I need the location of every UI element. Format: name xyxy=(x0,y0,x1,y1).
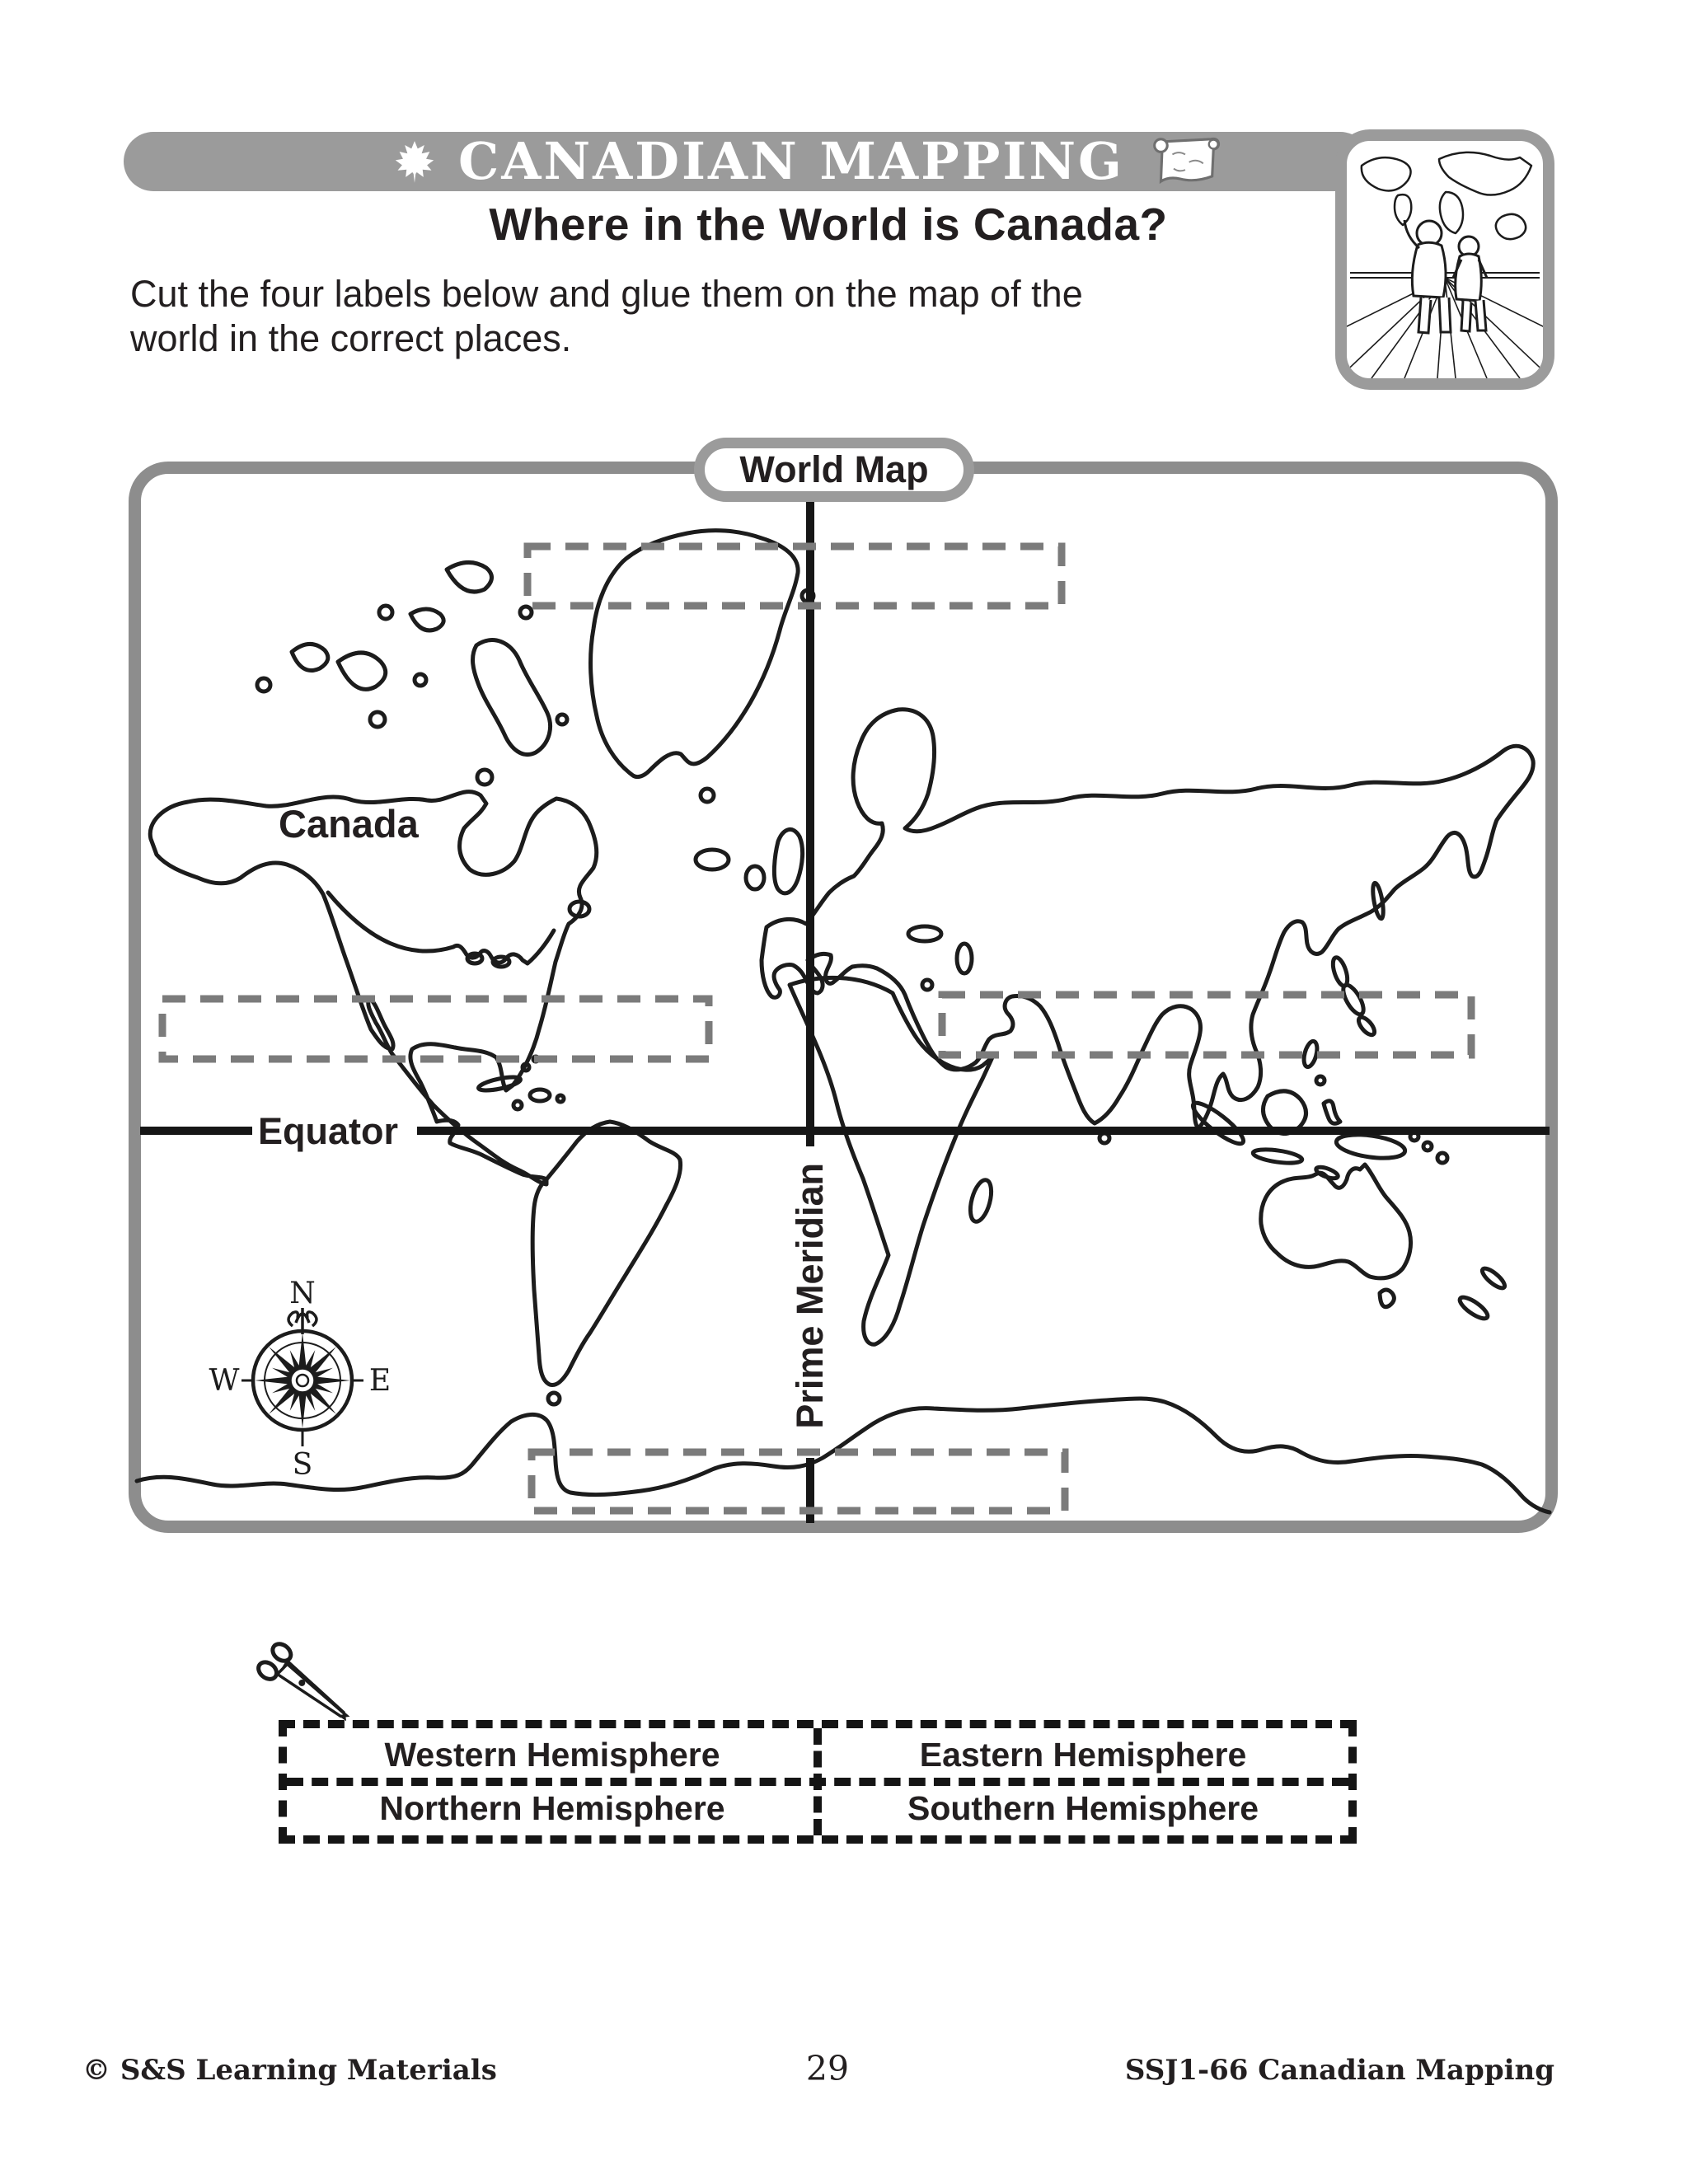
cut-label-northern-hemisphere: Northern Hemisphere xyxy=(379,1789,725,1827)
tasmania xyxy=(1380,1290,1394,1307)
java xyxy=(1252,1147,1302,1165)
compass-rose xyxy=(209,1277,391,1482)
cuba xyxy=(477,1075,521,1094)
compass-s: S xyxy=(292,1448,313,1482)
eurasia-outline xyxy=(762,710,1533,1128)
instructions-line-1: Cut the four labels below and glue them on the map of the xyxy=(130,273,1083,315)
japan xyxy=(1356,1015,1377,1038)
footer-product-code: SSJ1-66 Canadian Mapping xyxy=(1124,2054,1554,2087)
cut-label-southern-hemisphere: Southern Hemisphere xyxy=(907,1789,1259,1827)
sulawesi xyxy=(1324,1101,1340,1123)
kids-at-map-illustration xyxy=(1335,129,1554,390)
compass-w: W xyxy=(209,1364,240,1398)
ireland xyxy=(746,866,764,889)
cut-label-grid xyxy=(279,1720,1357,1844)
greenland-outline xyxy=(591,531,799,777)
baffin-island xyxy=(473,640,551,755)
answer-zone-left xyxy=(162,999,709,1059)
equator-label: Equator xyxy=(258,1110,399,1152)
compass-n: N xyxy=(289,1277,316,1310)
australia-outline xyxy=(1261,1165,1411,1278)
instructions-line-2: world in the correct places. xyxy=(130,317,572,359)
map-title: World Map xyxy=(739,448,929,490)
answer-zone-bottom xyxy=(532,1452,1065,1511)
cut-label-eastern-hemisphere: Eastern Hemisphere xyxy=(919,1736,1247,1774)
canada-label: Canada xyxy=(279,802,419,846)
madagascar xyxy=(967,1178,996,1224)
philippines xyxy=(1301,1040,1320,1069)
new-zealand xyxy=(1457,1294,1491,1322)
us-canada-border xyxy=(328,893,554,963)
great-britain xyxy=(774,829,802,893)
compass-e: E xyxy=(368,1364,392,1398)
hispaniola xyxy=(530,1090,550,1101)
footer-page-number: 29 xyxy=(805,2049,850,2088)
world-map xyxy=(130,472,1556,1527)
new-zealand xyxy=(1479,1265,1507,1291)
new-guinea xyxy=(1335,1131,1407,1161)
falkland-islands xyxy=(548,1393,560,1404)
instructions xyxy=(130,272,1235,361)
sakhalin xyxy=(1371,882,1385,919)
black-sea xyxy=(908,926,941,941)
cut-label-western-hemisphere: Western Hemisphere xyxy=(384,1736,720,1774)
maple-leaf-icon xyxy=(392,138,437,185)
answer-zone-right xyxy=(942,995,1471,1055)
page-title: Where in the World is Canada? xyxy=(489,199,1168,250)
footer-publisher: © S&S Learning Materials xyxy=(82,2054,497,2087)
japan xyxy=(1339,982,1367,1018)
banner xyxy=(124,132,1370,191)
map-title-pill xyxy=(694,438,974,502)
caspian-sea xyxy=(957,944,972,973)
iceland xyxy=(696,850,729,869)
prime-meridian-label: Prime Meridian xyxy=(789,1162,831,1429)
south-america-outline xyxy=(532,1122,680,1385)
kids-at-map-drawing xyxy=(1347,141,1543,378)
japan xyxy=(1330,956,1350,988)
banner-title: CANADIAN MAPPING xyxy=(458,131,1124,191)
scroll-map-icon xyxy=(1146,133,1225,190)
